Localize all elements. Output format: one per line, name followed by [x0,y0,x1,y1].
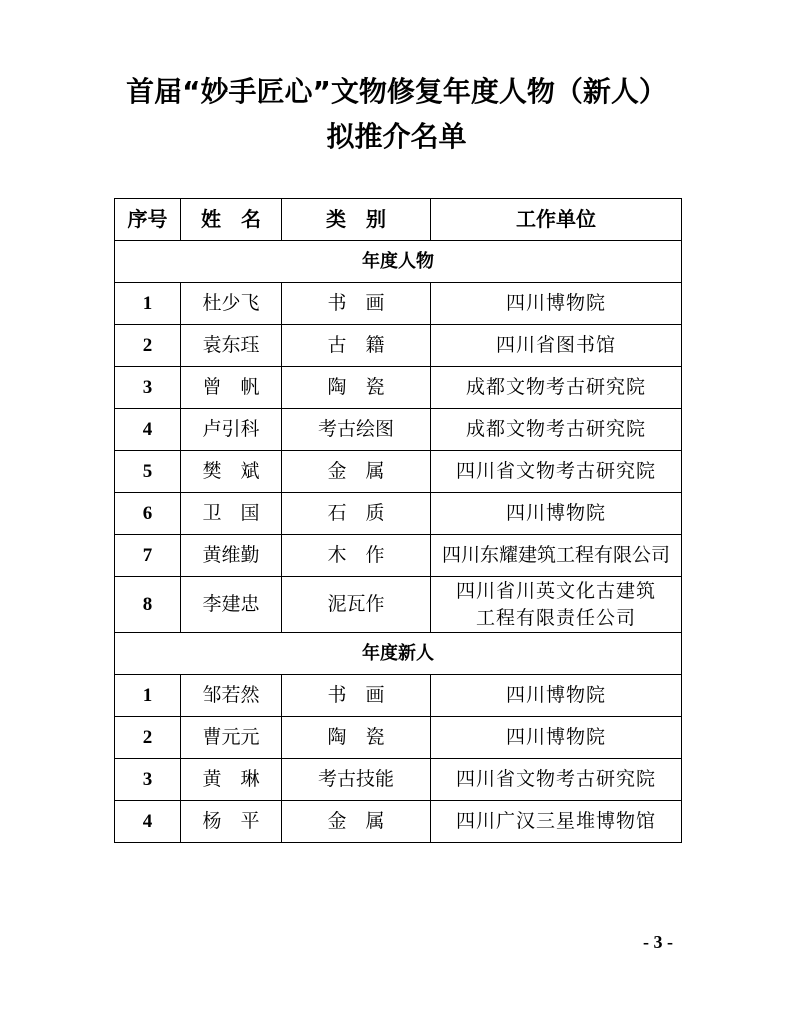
header-name: 姓 名 [181,199,282,241]
row-no: 2 [115,325,181,367]
row-unit: 四川广汉三星堆博物馆 [431,801,682,843]
table-row [115,451,682,493]
table-row [115,535,682,577]
row-category: 金 属 [282,801,431,843]
row-no: 8 [115,577,181,633]
table-row [115,367,682,409]
row-unit-line1: 四川省川英文化古建筑 [455,579,656,602]
row-category: 金 属 [282,451,431,493]
row-name: 杜少飞 [181,283,282,325]
row-category: 书 画 [282,283,431,325]
row-no: 1 [115,283,181,325]
row-no: 5 [115,451,181,493]
row-category: 考古技能 [282,759,431,801]
row-category: 考古绘图 [282,409,431,451]
row-unit: 成都文物考古研究院 [431,367,682,409]
row-category: 木 作 [282,535,431,577]
row-category: 石 质 [282,493,431,535]
row-name: 曾 帆 [181,367,282,409]
row-name: 邹若然 [181,675,282,717]
table-row [115,717,682,759]
row-unit: 四川东耀建筑工程有限公司 [431,535,682,577]
row-no: 4 [115,409,181,451]
table-row [115,409,682,451]
row-unit-line2: 工程有限责任公司 [475,606,636,629]
section-row-annual-newcomer [115,633,682,675]
page-number: - 3 - [643,932,673,952]
header-category: 类 别 [282,199,431,241]
header-no: 序号 [115,199,181,241]
table-row [115,577,682,633]
row-unit [431,577,682,633]
recommendation-table [114,198,682,843]
section-row-annual-figure [115,241,682,283]
header-unit: 工作单位 [431,199,682,241]
table-row [115,801,682,843]
section-label: 年度人物 [115,241,682,283]
section-label: 年度新人 [115,633,682,675]
row-name: 卫 国 [181,493,282,535]
row-no: 2 [115,717,181,759]
table-row [115,759,682,801]
document-subtitle: 拟推介名单 [326,120,467,153]
row-unit: 四川省文物考古研究院 [431,759,682,801]
row-no: 6 [115,493,181,535]
row-no: 3 [115,759,181,801]
row-category: 古 籍 [282,325,431,367]
row-unit: 成都文物考古研究院 [431,409,682,451]
row-category: 陶 瓷 [282,367,431,409]
row-name: 袁东珏 [181,325,282,367]
row-unit: 四川博物院 [431,717,682,759]
row-unit: 四川博物院 [431,675,682,717]
row-unit: 四川省图书馆 [431,325,682,367]
row-name: 樊 斌 [181,451,282,493]
row-name: 曹元元 [181,717,282,759]
table-row [115,325,682,367]
row-unit: 四川博物院 [431,283,682,325]
row-category: 书 画 [282,675,431,717]
row-name: 卢引科 [181,409,282,451]
row-name: 黄 琳 [181,759,282,801]
table-row [115,283,682,325]
row-no: 3 [115,367,181,409]
table-row [115,675,682,717]
row-category: 泥瓦作 [282,577,431,633]
row-name: 杨 平 [181,801,282,843]
row-no: 7 [115,535,181,577]
table-header-row [115,199,682,241]
row-name: 李建忠 [181,577,282,633]
document-title: 首届“妙手匠心”文物修复年度人物（新人） [126,75,667,108]
table-row [115,493,682,535]
row-category: 陶 瓷 [282,717,431,759]
row-no: 4 [115,801,181,843]
row-no: 1 [115,675,181,717]
row-unit: 四川省文物考古研究院 [431,451,682,493]
row-unit: 四川博物院 [431,493,682,535]
row-name: 黄维勤 [181,535,282,577]
